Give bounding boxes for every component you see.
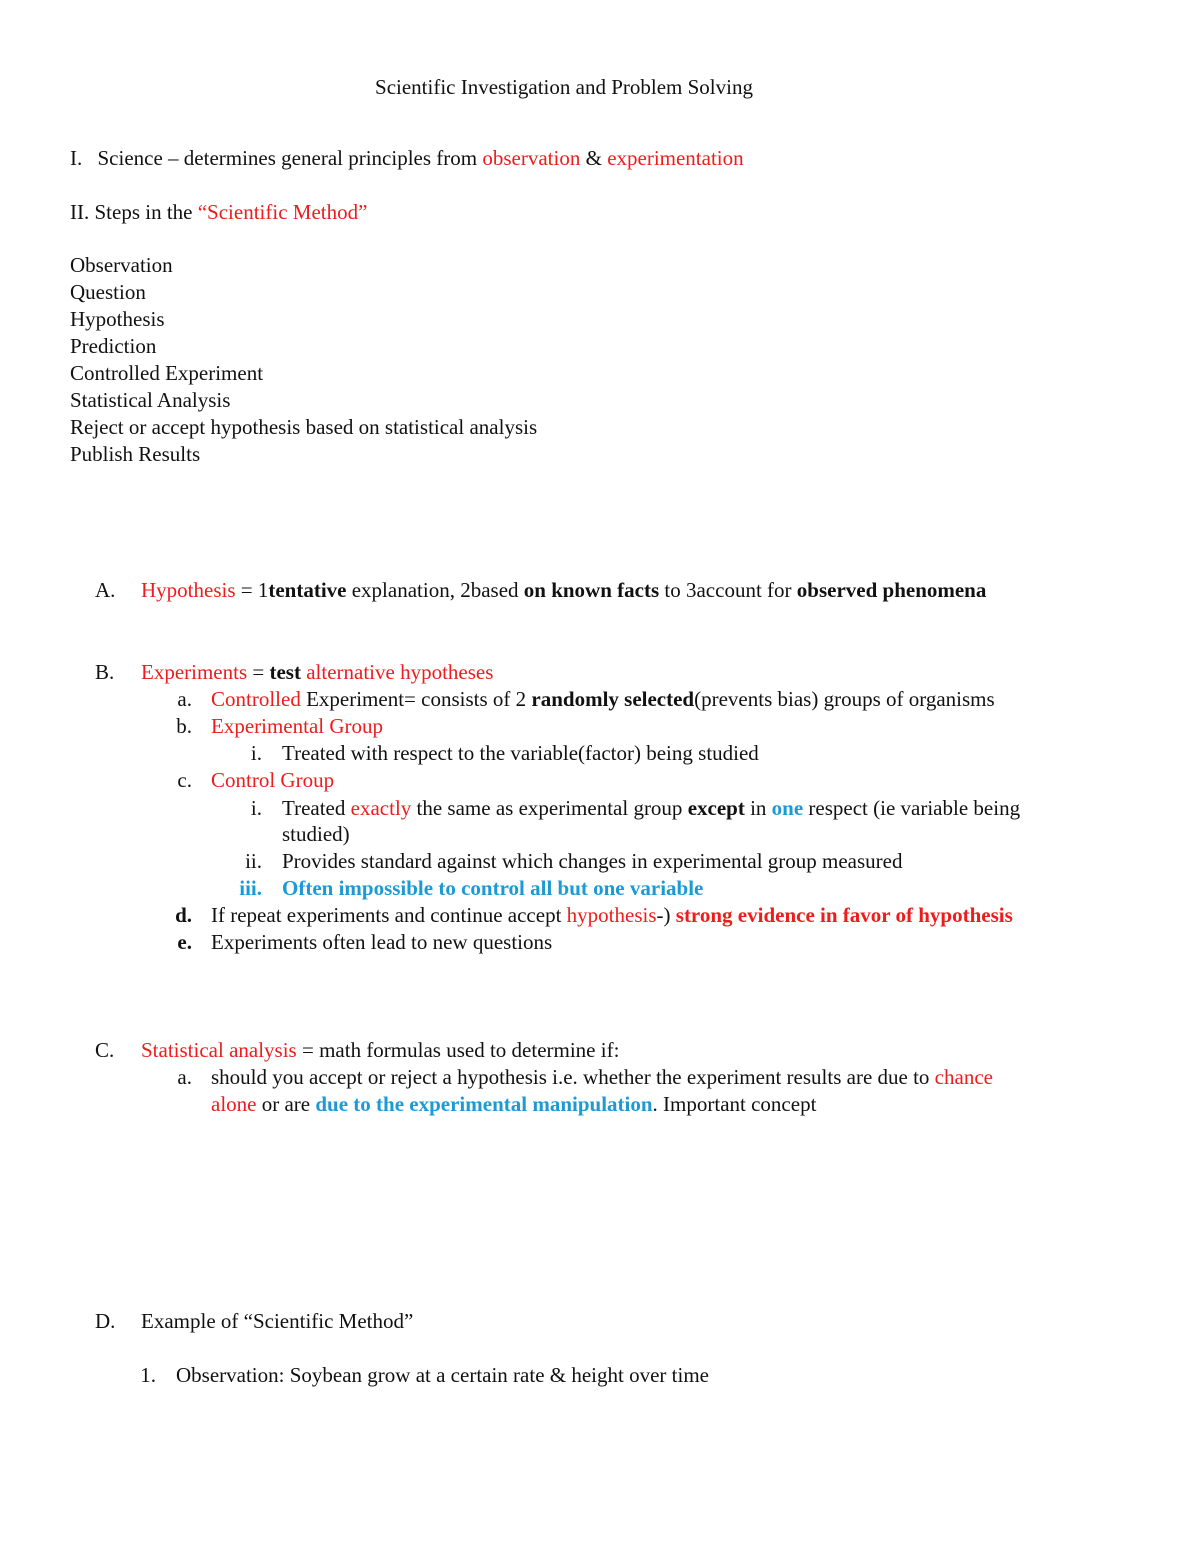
term-exactly: exactly bbox=[350, 796, 412, 820]
item-b-a-text-2: (prevents bias) groups of organisms bbox=[694, 687, 995, 711]
item-c-a-text-2: or are bbox=[256, 1092, 316, 1116]
step-item: Controlled Experiment bbox=[70, 361, 264, 385]
item-b-a-marker: a. bbox=[177, 687, 192, 711]
section-c-marker: C. bbox=[95, 1038, 115, 1062]
term-statistical-analysis: Statistical analysis bbox=[141, 1038, 297, 1062]
emphasis-test: test bbox=[269, 660, 301, 684]
term-observation: observation bbox=[482, 146, 581, 170]
item-b-a bbox=[211, 686, 995, 713]
emphasis-experimental-manipulation: due to the experimental manipulation bbox=[315, 1092, 653, 1116]
section-ii-text: II. Steps in the bbox=[70, 200, 198, 224]
emphasis-known-facts: on known facts bbox=[523, 578, 660, 602]
emphasis-tentative: tentative bbox=[268, 578, 347, 602]
item-b-d-text-1: If repeat experiments and continue accept bbox=[211, 903, 567, 927]
item-b-d bbox=[211, 902, 1013, 929]
emphasis-observed-phenomena: observed phenomena bbox=[796, 578, 987, 602]
section-b bbox=[141, 659, 493, 686]
term-one: one bbox=[771, 796, 804, 820]
term-chance: chance bbox=[934, 1065, 993, 1089]
step-item: Publish Results bbox=[70, 442, 201, 466]
item-b-c-i-text-1: Treated bbox=[282, 796, 351, 820]
section-a-text-2: explanation, 2based bbox=[346, 578, 524, 602]
item-b-c-i-continued: studied) bbox=[282, 822, 350, 846]
section-a-marker: A. bbox=[95, 578, 116, 602]
term-control-group: Control Group bbox=[211, 768, 335, 792]
item-d-1-marker: 1. bbox=[140, 1363, 156, 1387]
step-item: Statistical Analysis bbox=[70, 388, 231, 412]
section-i-amp: & bbox=[580, 146, 608, 170]
item-b-d-text-2: -) bbox=[656, 903, 676, 927]
step-item: Hypothesis bbox=[70, 307, 165, 331]
item-c-a bbox=[211, 1064, 993, 1091]
item-b-c-i bbox=[282, 795, 1020, 822]
page-title: Scientific Investigation and Problem Solving bbox=[375, 75, 753, 99]
item-b-c-marker: c. bbox=[177, 768, 192, 792]
item-b-a-text-1: Experiment= consists of 2 bbox=[300, 687, 532, 711]
term-experimentation: experimentation bbox=[607, 146, 744, 170]
term-experiments: Experiments bbox=[141, 660, 248, 684]
item-b-e-marker: e. bbox=[177, 930, 192, 954]
item-c-a-text-3: . Important concept bbox=[652, 1092, 817, 1116]
section-c bbox=[141, 1037, 619, 1064]
section-c-text-1: = math formulas used to determine if: bbox=[296, 1038, 620, 1062]
item-b-c-i-marker: i. bbox=[250, 796, 262, 820]
section-a bbox=[141, 577, 986, 604]
section-b-text-1: = bbox=[247, 660, 270, 684]
section-a-text-1: = 1 bbox=[235, 578, 269, 602]
item-b-b-marker: b. bbox=[176, 714, 192, 738]
term-hypothesis-2: hypothesis bbox=[566, 903, 657, 927]
section-b-marker: B. bbox=[95, 660, 115, 684]
item-b-c-ii-marker: ii. bbox=[245, 849, 262, 873]
step-item: Reject or accept hypothesis based on statistical analysis bbox=[70, 415, 538, 439]
term-alone: alone bbox=[211, 1092, 257, 1116]
term-alternative-hypotheses: alternative hypotheses bbox=[306, 660, 494, 684]
item-b-c-i-text-3: in bbox=[744, 796, 772, 820]
section-a-text-3: to 3account for bbox=[659, 578, 797, 602]
term-hypothesis: Hypothesis bbox=[141, 578, 236, 602]
section-i-text: Science – determines general principles from bbox=[97, 146, 483, 170]
section-d: Example of “Scientific Method” bbox=[141, 1309, 414, 1333]
term-scientific-method: “Scientific Method” bbox=[197, 200, 368, 224]
step-item: Observation bbox=[70, 253, 173, 277]
section-i-marker: I. bbox=[70, 146, 83, 170]
item-b-c-iii-marker: iii. bbox=[239, 876, 262, 900]
emphasis-except: except bbox=[687, 796, 745, 820]
emphasis-strong-evidence: strong evidence in favor of hypothesis bbox=[675, 903, 1013, 927]
section-ii bbox=[70, 199, 367, 226]
item-b-d-marker: d. bbox=[175, 903, 192, 927]
step-item: Question bbox=[70, 280, 146, 304]
item-c-a-continued bbox=[211, 1091, 816, 1118]
item-d-1: Observation: Soybean grow at a certain rate & height over time bbox=[176, 1363, 709, 1387]
item-c-a-text-1: should you accept or reject a hypothesis i.e. whether the experiment results are due to bbox=[211, 1065, 935, 1089]
term-experimental-group: Experimental Group bbox=[211, 714, 384, 738]
item-b-e: Experiments often lead to new questions bbox=[211, 930, 553, 954]
step-item: Prediction bbox=[70, 334, 157, 358]
item-b-c-i-text-4: respect (ie variable being bbox=[803, 796, 1021, 820]
item-b-b-i-marker: i. bbox=[250, 741, 262, 765]
item-b-c-i-text-2: the same as experimental group bbox=[411, 796, 688, 820]
item-b-c-iii: Often impossible to control all but one variable bbox=[282, 876, 704, 900]
item-b-c-ii: Provides standard against which changes in experimental group measured bbox=[282, 849, 903, 873]
section-d-marker: D. bbox=[95, 1309, 116, 1333]
item-c-a-marker: a. bbox=[177, 1065, 192, 1089]
item-b-b-i: Treated with respect to the variable(factor) being studied bbox=[282, 741, 759, 765]
emphasis-randomly-selected: randomly selected bbox=[531, 687, 695, 711]
section-i bbox=[70, 145, 744, 172]
term-controlled: Controlled bbox=[211, 687, 301, 711]
